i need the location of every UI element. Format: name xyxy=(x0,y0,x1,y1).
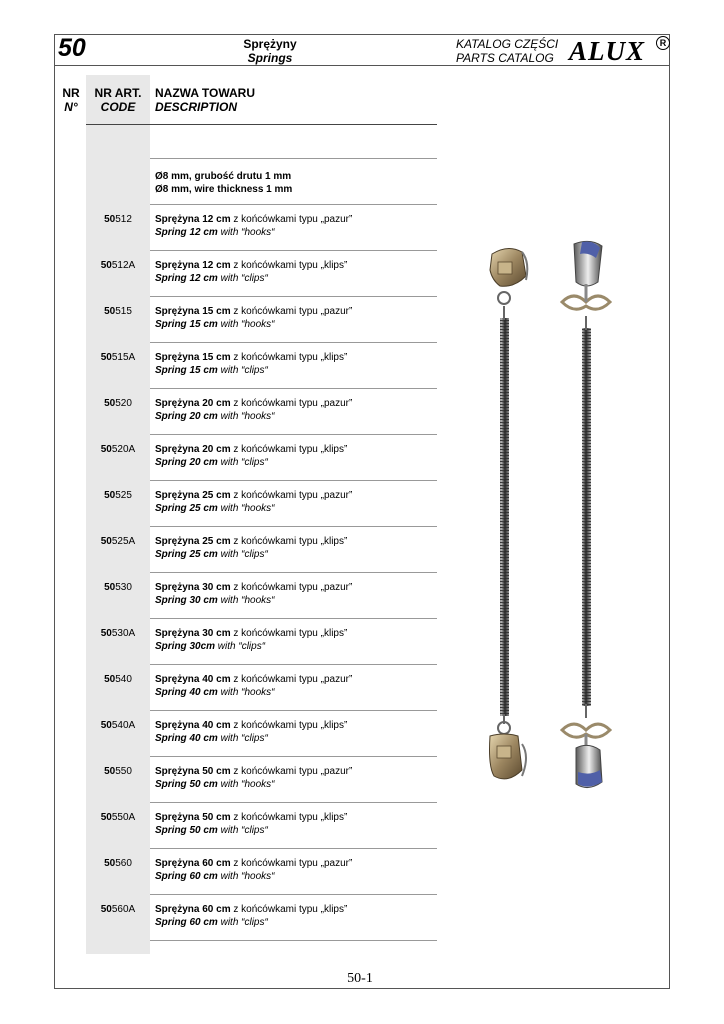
description-pl xyxy=(155,628,347,639)
article-code-suffix: 520A xyxy=(111,444,136,455)
article-code-prefix: 50 xyxy=(104,306,116,317)
description-en-name: Spring 30cm xyxy=(155,641,216,652)
row-divider xyxy=(150,940,437,941)
table-row xyxy=(86,205,437,251)
article-code-prefix: 50 xyxy=(104,858,116,869)
alux-logo: ALUX xyxy=(569,36,646,66)
description-pl xyxy=(155,490,352,501)
springs-with-hooks-and-clips-photo xyxy=(478,236,628,796)
description-pl-detail: z końcówkami typu „klips” xyxy=(230,904,348,915)
table-row xyxy=(86,803,437,849)
row-divider xyxy=(150,158,437,159)
header-rule xyxy=(86,124,437,125)
spring-specification xyxy=(155,170,292,196)
description-pl xyxy=(155,674,352,685)
description-pl xyxy=(155,444,347,455)
description-pl-name: Sprężyna 15 cm xyxy=(155,352,231,363)
description-pl xyxy=(155,582,352,593)
description-pl-name: Sprężyna 15 cm xyxy=(155,306,231,317)
article-code-suffix: 515A xyxy=(111,352,136,363)
table-row xyxy=(86,481,437,527)
description-en-detail: with “hooks“ xyxy=(217,503,275,514)
description-en xyxy=(155,733,268,744)
table-row xyxy=(86,895,437,941)
article-code xyxy=(86,490,150,501)
description-pl-name: Sprężyna 20 cm xyxy=(155,398,231,409)
description-en xyxy=(155,503,275,514)
table-row xyxy=(86,711,437,757)
table-row xyxy=(86,849,437,895)
description-pl xyxy=(155,536,347,547)
description-pl-name: Sprężyna 25 cm xyxy=(155,536,231,547)
description-pl xyxy=(155,904,347,915)
description-pl xyxy=(155,858,352,869)
description-en-name: Spring 50 cm xyxy=(155,825,218,836)
article-code-suffix: 560A xyxy=(111,904,136,915)
article-code xyxy=(86,858,150,869)
article-code-suffix: 550 xyxy=(115,766,132,777)
description-en-name: Spring 40 cm xyxy=(155,687,218,698)
description-pl-name: Sprężyna 40 cm xyxy=(155,720,231,731)
description-en xyxy=(155,549,268,560)
article-code-prefix: 50 xyxy=(100,628,112,639)
article-code xyxy=(86,812,150,823)
description-en xyxy=(155,825,268,836)
description-en-name: Spring 25 cm xyxy=(155,503,218,514)
article-code xyxy=(86,444,150,455)
article-code xyxy=(86,766,150,777)
spec-line-en: Ø8 mm, wire thickness 1 mm xyxy=(155,184,293,195)
article-code-suffix: 525A xyxy=(111,536,136,547)
description-en xyxy=(155,779,275,790)
description-pl xyxy=(155,720,347,731)
description-en-name: Spring 20 cm xyxy=(155,411,218,422)
description-pl-name: Sprężyna 40 cm xyxy=(155,674,231,685)
description-en-name: Spring 40 cm xyxy=(155,733,218,744)
spring-with-hooks xyxy=(490,248,528,778)
article-code-prefix: 50 xyxy=(100,720,112,731)
description-en-detail: with “clips“ xyxy=(217,549,268,560)
article-code-prefix: 50 xyxy=(104,398,116,409)
description-en xyxy=(155,227,275,238)
description-en-detail: with “clips“ xyxy=(217,825,268,836)
article-code xyxy=(86,536,150,547)
description-en xyxy=(155,917,268,928)
description-pl xyxy=(155,306,352,317)
description-pl-name: Sprężyna 12 cm xyxy=(155,260,231,271)
description-en-detail: with “hooks“ xyxy=(217,779,275,790)
description-en-detail: with “clips“ xyxy=(217,457,268,468)
description-en-name: Spring 12 cm xyxy=(155,273,218,284)
description-en-detail: with “clips“ xyxy=(217,917,268,928)
article-code-prefix: 50 xyxy=(100,812,112,823)
table-row xyxy=(86,665,437,711)
description-pl-detail: z końcówkami typu „klips” xyxy=(230,628,348,639)
article-code xyxy=(86,904,150,915)
article-code-suffix: 515 xyxy=(115,306,132,317)
description-en xyxy=(155,457,268,468)
table-row xyxy=(86,527,437,573)
description-pl-detail: z końcówkami typu „klips” xyxy=(230,812,348,823)
article-code-suffix: 530 xyxy=(115,582,132,593)
article-code-prefix: 50 xyxy=(104,582,116,593)
article-code-suffix: 550A xyxy=(111,812,136,823)
description-pl-name: Sprężyna 20 cm xyxy=(155,444,231,455)
table-row xyxy=(86,251,437,297)
column-header-description xyxy=(155,86,255,114)
spec-line-pl: Ø8 mm, grubość drutu 1 mm xyxy=(155,171,292,182)
description-en-name: Spring 30 cm xyxy=(155,595,218,606)
section-title-pl: Sprężyny xyxy=(243,37,297,51)
registered-mark-icon: R xyxy=(656,36,670,50)
description-en xyxy=(155,273,268,284)
article-code xyxy=(86,628,150,639)
description-en-detail: with “clips“ xyxy=(217,273,268,284)
description-pl-detail: z końcówkami typu „klips” xyxy=(230,720,348,731)
article-code-suffix: 525 xyxy=(115,490,132,501)
description-pl-detail: z końcówkami typu „klips” xyxy=(230,536,348,547)
description-pl-detail: z końcówkami typu „pazur” xyxy=(230,858,353,869)
description-en-detail: with “clips“ xyxy=(215,641,266,652)
article-code-prefix: 50 xyxy=(104,214,116,225)
description-pl-name: Sprężyna 30 cm xyxy=(155,628,231,639)
description-pl xyxy=(155,766,352,777)
description-en-detail: with “hooks“ xyxy=(217,595,275,606)
article-code-suffix: 540 xyxy=(115,674,132,685)
description-en-name: Spring 60 cm xyxy=(155,917,218,928)
article-code-suffix: 512A xyxy=(111,260,136,271)
description-en-name: Spring 12 cm xyxy=(155,227,218,238)
description-pl xyxy=(155,214,352,225)
table-row xyxy=(86,343,437,389)
article-code-suffix: 530A xyxy=(111,628,136,639)
page-footer-number: 50-1 xyxy=(347,971,373,986)
description-pl-detail: z końcówkami typu „pazur” xyxy=(230,582,353,593)
article-code-prefix: 50 xyxy=(104,766,116,777)
article-code-suffix: 520 xyxy=(115,398,132,409)
article-code xyxy=(86,306,150,317)
table-row xyxy=(86,435,437,481)
description-pl-detail: z końcówkami typu „klips” xyxy=(230,444,348,455)
spring-with-clips xyxy=(562,241,610,787)
description-en-name: Spring 60 cm xyxy=(155,871,218,882)
description-en-detail: with “hooks“ xyxy=(217,687,275,698)
article-code xyxy=(86,214,150,225)
description-pl-name: Sprężyna 30 cm xyxy=(155,582,231,593)
description-pl-detail: z końcówkami typu „pazur” xyxy=(230,674,353,685)
description-pl-detail: z końcówkami typu „pazur” xyxy=(230,398,353,409)
description-en-detail: with “hooks“ xyxy=(217,411,275,422)
article-code-prefix: 50 xyxy=(100,536,112,547)
article-code-prefix: 50 xyxy=(100,260,112,271)
catalog-label-pl: KATALOG CZĘŚCI xyxy=(456,37,559,51)
description-en-detail: with “clips“ xyxy=(217,365,268,376)
description-pl xyxy=(155,260,347,271)
description-pl xyxy=(155,398,352,409)
description-en-detail: with “hooks“ xyxy=(217,871,275,882)
column-header-code xyxy=(86,86,150,114)
description-en xyxy=(155,871,275,882)
description-pl xyxy=(155,352,347,363)
column-header-code-en: CODE xyxy=(100,100,136,114)
description-en-name: Spring 50 cm xyxy=(155,779,218,790)
article-code-suffix: 512 xyxy=(115,214,132,225)
description-pl-name: Sprężyna 60 cm xyxy=(155,904,231,915)
column-header-desc-pl: NAZWA TOWARU xyxy=(155,86,255,100)
description-pl-name: Sprężyna 50 cm xyxy=(155,812,231,823)
description-en xyxy=(155,411,275,422)
column-header-desc-en: DESCRIPTION xyxy=(155,100,238,114)
description-en xyxy=(155,365,268,376)
description-pl-name: Sprężyna 60 cm xyxy=(155,858,231,869)
description-pl-name: Sprężyna 50 cm xyxy=(155,766,231,777)
description-pl-detail: z końcówkami typu „pazur” xyxy=(230,490,353,501)
article-code xyxy=(86,720,150,731)
description-en-detail: with “hooks“ xyxy=(217,227,275,238)
description-pl-detail: z końcówkami typu „pazur” xyxy=(230,306,353,317)
description-pl xyxy=(155,812,347,823)
table-row xyxy=(86,619,437,665)
description-en xyxy=(155,641,265,652)
article-code-prefix: 50 xyxy=(100,352,112,363)
article-code-prefix: 50 xyxy=(100,444,112,455)
column-header-code-pl: NR ART. xyxy=(94,86,142,100)
section-title-en: Springs xyxy=(247,51,293,65)
description-en xyxy=(155,319,275,330)
description-pl-name: Sprężyna 25 cm xyxy=(155,490,231,501)
description-en-detail: with “hooks“ xyxy=(217,319,275,330)
article-code xyxy=(86,352,150,363)
description-pl-detail: z końcówkami typu „pazur” xyxy=(230,766,353,777)
table-row xyxy=(86,297,437,343)
column-header-nr-pl: NR xyxy=(62,86,80,100)
column-header-nr-en: N° xyxy=(64,100,78,114)
description-en-name: Spring 20 cm xyxy=(155,457,218,468)
description-en-name: Spring 15 cm xyxy=(155,319,218,330)
description-pl-detail: z końcówkami typu „pazur” xyxy=(230,214,353,225)
column-header-nr xyxy=(60,86,82,114)
table-row xyxy=(86,757,437,803)
description-pl-detail: z końcówkami typu „klips” xyxy=(230,260,348,271)
article-code xyxy=(86,398,150,409)
article-code-prefix: 50 xyxy=(100,904,112,915)
article-code-suffix: 560 xyxy=(115,858,132,869)
description-en xyxy=(155,595,275,606)
description-en-name: Spring 25 cm xyxy=(155,549,218,560)
page-number: 50 xyxy=(58,34,86,62)
description-en-name: Spring 15 cm xyxy=(155,365,218,376)
description-en-detail: with “clips“ xyxy=(217,733,268,744)
description-pl-name: Sprężyna 12 cm xyxy=(155,214,231,225)
article-code xyxy=(86,582,150,593)
article-code-suffix: 540A xyxy=(111,720,136,731)
description-pl-detail: z końcówkami typu „klips” xyxy=(230,352,348,363)
table-row xyxy=(86,573,437,619)
article-code xyxy=(86,674,150,685)
article-code-prefix: 50 xyxy=(104,674,116,685)
article-code xyxy=(86,260,150,271)
table-row xyxy=(86,389,437,435)
article-code-prefix: 50 xyxy=(104,490,116,501)
description-en xyxy=(155,687,275,698)
catalog-label-en: PARTS CATALOG xyxy=(456,51,554,65)
